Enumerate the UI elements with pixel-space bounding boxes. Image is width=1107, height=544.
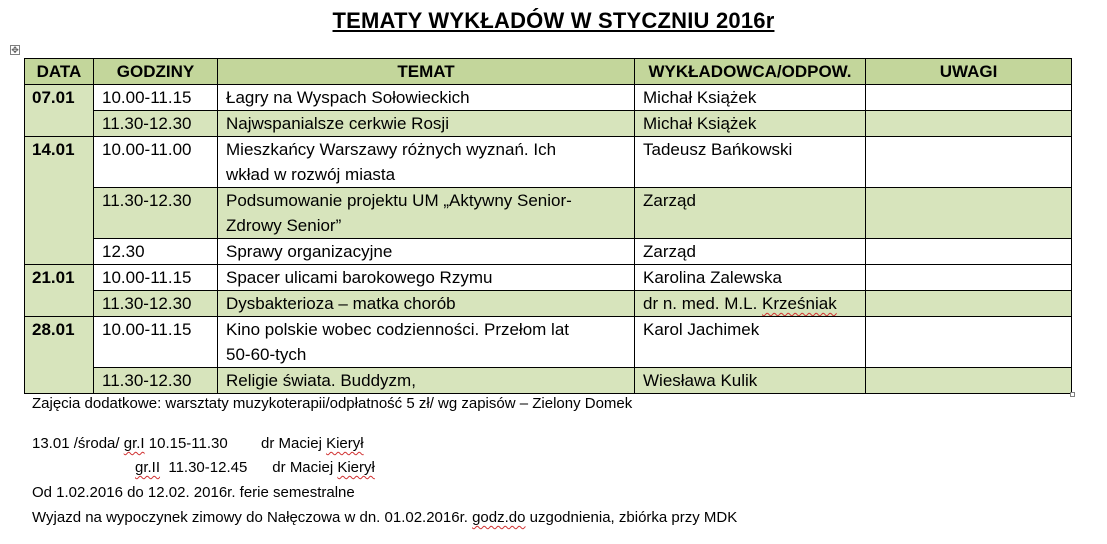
header-hours: GODZINY (94, 59, 218, 85)
table-row (25, 239, 1072, 265)
date-cell: 07.01 (25, 85, 94, 137)
topic-line: 50-60-tych (226, 345, 307, 364)
trip-text-end: uzgodnienia, zbiórka przy MDK (525, 509, 738, 526)
lecturer-name-spellcheck: Krześniak (762, 294, 837, 313)
lecturer-cell: Zarząd (635, 188, 866, 239)
topic-line: wkład w rozwój miasta (226, 165, 396, 184)
hours-cell: 11.30-12.30 (94, 188, 218, 239)
extra-classes-note: Zajęcia dodatkowe: warsztaty muzykoterapii/odpłatność 5 zł/ wg zapisów – Zielony Domek (32, 395, 633, 412)
lecturer-cell: Karol Jachimek (635, 317, 866, 368)
header-date: DATA (25, 59, 94, 85)
music-therapy-group-1 (32, 434, 364, 454)
header-notes: UWAGI (866, 59, 1072, 85)
notes-cell (866, 137, 1072, 188)
lecturer-cell: Karolina Zalewska (635, 265, 866, 291)
hours-cell: 12.30 (94, 239, 218, 265)
lecturer-cell: Wiesława Kulik (635, 368, 866, 394)
topic-cell: Dysbakterioza – matka chorób (218, 291, 635, 317)
lecturer-cell: Tadeusz Bańkowski (635, 137, 866, 188)
date-cell: 28.01 (25, 317, 94, 394)
table-header-row (25, 59, 1072, 85)
notes-cell (866, 368, 1072, 394)
notes-cell (866, 239, 1072, 265)
group-label: gr.I (123, 435, 145, 452)
notes-cell (866, 85, 1072, 111)
trip-time-spellcheck: godz.do (472, 509, 526, 526)
table-row (25, 368, 1072, 394)
topic-cell: Sprawy organizacyjne (218, 239, 635, 265)
lecturer-cell: Michał Książek (635, 85, 866, 111)
date-cell: 21.01 (25, 265, 94, 317)
header-topic: TEMAT (218, 59, 635, 85)
note-date: 13.01 /środa/ (32, 435, 124, 452)
trip-text: Wyjazd na wypoczynek zimowy do Nałęczowa w dn. 01.02.2016r. (32, 509, 473, 526)
music-therapy-group-2 (135, 458, 375, 478)
notes-cell (866, 111, 1072, 137)
table-row (25, 265, 1072, 291)
note-time: 10.15-11.30 dr Maciej (144, 435, 327, 452)
topic-cell: Najwspanialsze cerkwie Rosji (218, 111, 635, 137)
page-title: TEMATY WYKŁADÓW W STYCZNIU 2016r (332, 8, 775, 33)
hours-cell: 10.00-11.00 (94, 137, 218, 188)
header-lecturer: WYKŁADOWCA/ODPOW. (635, 59, 866, 85)
table-resize-handle[interactable] (1070, 392, 1075, 397)
lecturer-cell (635, 291, 866, 317)
lecture-schedule-table (24, 58, 1072, 394)
note-time: 11.30-12.45 dr Maciej (160, 459, 338, 476)
hours-cell: 10.00-11.15 (94, 317, 218, 368)
hours-cell: 11.30-12.30 (94, 368, 218, 394)
hours-cell: 10.00-11.15 (94, 85, 218, 111)
group-label: gr.II (135, 459, 161, 476)
notes-cell (866, 291, 1072, 317)
table-row (25, 291, 1072, 317)
topic-cell: Łagry na Wyspach Sołowieckich (218, 85, 635, 111)
date-cell: 14.01 (25, 137, 94, 265)
hours-cell: 11.30-12.30 (94, 291, 218, 317)
table-row (25, 317, 1072, 368)
hours-cell: 10.00-11.15 (94, 265, 218, 291)
table-row (25, 188, 1072, 239)
table-row (25, 85, 1072, 111)
table-row (25, 111, 1072, 137)
instructor-name: Kierył (326, 435, 364, 452)
lecturer-cell: Michał Książek (635, 111, 866, 137)
notes-cell (866, 265, 1072, 291)
notes-cell (866, 317, 1072, 368)
notes-cell (866, 188, 1072, 239)
topic-cell (218, 317, 635, 368)
topic-cell (218, 188, 635, 239)
winter-break-note: Od 1.02.2016 do 12.02. 2016r. ferie semestralne (32, 484, 355, 501)
topic-line: Kino polskie wobec codzienności. Przełom lat (226, 320, 570, 339)
topic-line: Mieszkańcy Warszawy różnych wyznań. Ich (226, 140, 557, 159)
topic-cell: Religie świata. Buddyzm, (218, 368, 635, 394)
lecturer-cell: Zarząd (635, 239, 866, 265)
topic-cell (218, 137, 635, 188)
table-row (25, 137, 1072, 188)
table-move-handle-icon[interactable]: ✥ (11, 45, 19, 55)
instructor-name: Kierył (337, 459, 375, 476)
topic-line: Zdrowy Senior” (226, 216, 342, 235)
trip-note (32, 508, 737, 528)
topic-line: Podsumowanie projektu UM „Aktywny Senior- (226, 191, 572, 210)
hours-cell: 11.30-12.30 (94, 111, 218, 137)
lecturer-prefix: dr n. med. M.L. (643, 294, 763, 313)
topic-cell: Spacer ulicami barokowego Rzymu (218, 265, 635, 291)
